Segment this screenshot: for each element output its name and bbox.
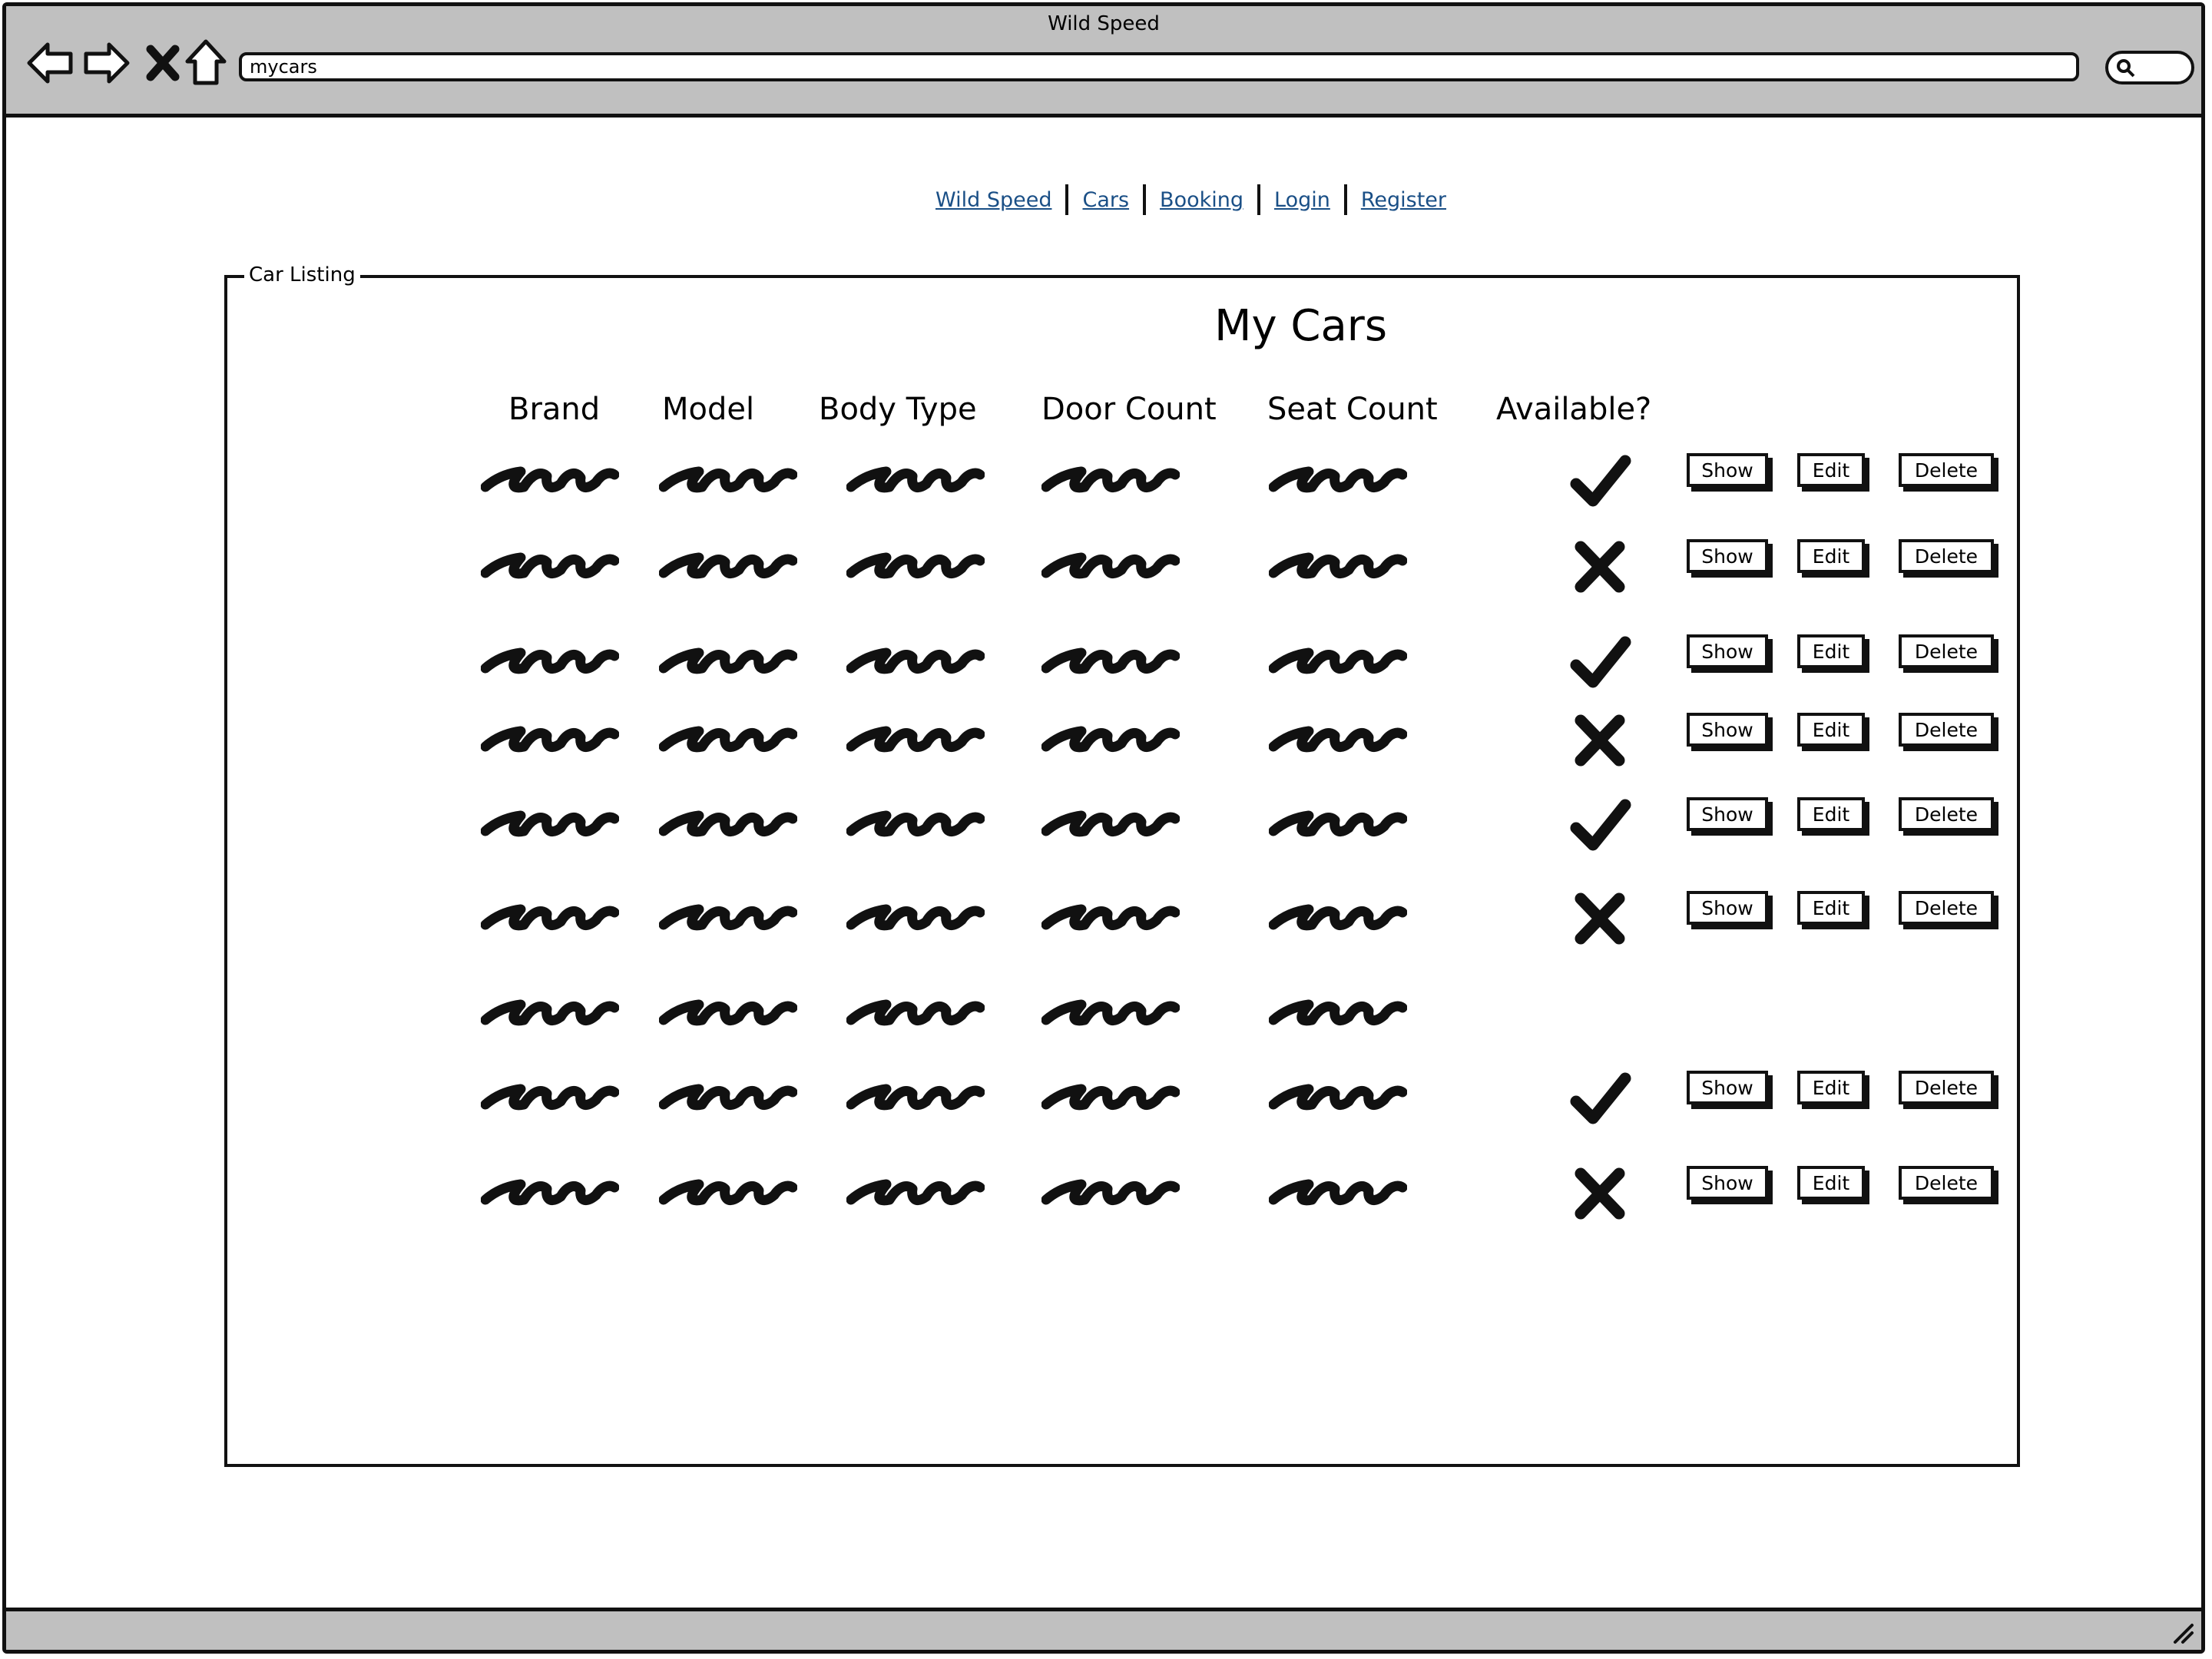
show-button[interactable]: Show (1687, 634, 1768, 668)
edit-button[interactable]: Edit (1797, 1166, 1865, 1200)
delete-button[interactable]: Delete (1899, 1166, 1994, 1200)
edit-button[interactable]: Edit (1797, 713, 1865, 747)
column-header-body-type: Body Type (819, 392, 977, 427)
scribble-icon (659, 989, 797, 1035)
column-header-brand: Brand (508, 392, 601, 427)
top-navigation (935, 183, 1446, 217)
checkmark-icon (1565, 794, 1634, 856)
home-icon[interactable] (181, 38, 230, 88)
edit-button[interactable]: Edit (1797, 1071, 1865, 1104)
scribble-icon (1269, 456, 1407, 502)
scribble-icon (481, 542, 619, 588)
scribble-icon (1269, 716, 1407, 762)
scribble-icon (1269, 1169, 1407, 1215)
scribble-icon (1041, 1074, 1180, 1120)
scribble-icon (481, 989, 619, 1035)
search-icon (2116, 58, 2136, 78)
browser-titlebar (6, 6, 2201, 118)
nav-link-booking[interactable]: Booking (1160, 187, 1243, 212)
edit-button[interactable]: Edit (1797, 453, 1865, 487)
scribble-icon (846, 800, 985, 846)
show-button[interactable]: Show (1687, 453, 1768, 487)
show-button[interactable]: Show (1687, 539, 1768, 573)
scribble-icon (1041, 456, 1180, 502)
scribble-icon (846, 894, 985, 940)
cross-icon (1565, 710, 1634, 771)
scribble-icon (659, 456, 797, 502)
scribble-icon (481, 637, 619, 684)
delete-button[interactable]: Delete (1899, 891, 1994, 925)
scribble-icon (659, 800, 797, 846)
scribble-icon (1269, 637, 1407, 684)
nav-separator (1257, 184, 1260, 215)
delete-button[interactable]: Delete (1899, 539, 1994, 573)
delete-button[interactable]: Delete (1899, 797, 1994, 831)
nav-link-cars[interactable]: Cars (1082, 187, 1130, 212)
scribble-icon (1041, 542, 1180, 588)
scribble-icon (1269, 542, 1407, 588)
scribble-icon (1041, 800, 1180, 846)
stop-icon[interactable] (138, 38, 187, 88)
scribble-icon (481, 716, 619, 762)
scribble-icon (1041, 989, 1180, 1035)
scribble-icon (846, 716, 985, 762)
forward-icon[interactable] (81, 38, 131, 88)
scribble-icon (1041, 716, 1180, 762)
scribble-icon (1269, 1074, 1407, 1120)
scribble-icon (1269, 800, 1407, 846)
browser-statusbar (6, 1608, 2201, 1650)
nav-separator (1344, 184, 1347, 215)
checkmark-icon (1565, 450, 1634, 512)
scribble-icon (1041, 637, 1180, 684)
nav-separator (1065, 184, 1068, 215)
column-header-available: Available? (1496, 392, 1652, 427)
column-header-seat-count: Seat Count (1267, 392, 1438, 427)
url-input[interactable]: mycars (239, 52, 2079, 81)
group-legend: Car Listing (244, 263, 360, 287)
delete-button[interactable]: Delete (1899, 453, 1994, 487)
car-listing-group (224, 263, 2020, 1467)
column-header-door-count: Door Count (1041, 392, 1217, 427)
edit-button[interactable]: Edit (1797, 634, 1865, 668)
scribble-icon (846, 456, 985, 502)
nav-link-login[interactable]: Login (1274, 187, 1330, 212)
scribble-icon (659, 637, 797, 684)
scribble-icon (481, 1169, 619, 1215)
scribble-icon (1041, 1169, 1180, 1215)
scribble-icon (659, 542, 797, 588)
edit-button[interactable]: Edit (1797, 539, 1865, 573)
scribble-icon (659, 716, 797, 762)
scribble-icon (846, 637, 985, 684)
column-header-model: Model (662, 392, 755, 427)
back-icon[interactable] (26, 38, 75, 88)
checkmark-icon (1565, 631, 1634, 693)
cross-icon (1565, 888, 1634, 949)
scribble-icon (659, 894, 797, 940)
scribble-icon (481, 894, 619, 940)
delete-button[interactable]: Delete (1899, 1071, 1994, 1104)
scribble-icon (481, 456, 619, 502)
cross-icon (1565, 1163, 1634, 1224)
scribble-icon (846, 1169, 985, 1215)
show-button[interactable]: Show (1687, 1166, 1768, 1200)
browser-search-field[interactable] (2105, 51, 2194, 84)
scribble-icon (659, 1169, 797, 1215)
edit-button[interactable]: Edit (1797, 797, 1865, 831)
scribble-icon (846, 542, 985, 588)
show-button[interactable]: Show (1687, 891, 1768, 925)
show-button[interactable]: Show (1687, 1071, 1768, 1104)
scribble-icon (1269, 894, 1407, 940)
resize-grip-icon[interactable] (2171, 1621, 2195, 1645)
edit-button[interactable]: Edit (1797, 891, 1865, 925)
scribble-icon (481, 800, 619, 846)
show-button[interactable]: Show (1687, 797, 1768, 831)
window-title: Wild Speed (1048, 12, 1160, 35)
delete-button[interactable]: Delete (1899, 713, 1994, 747)
scribble-icon (481, 1074, 619, 1120)
delete-button[interactable]: Delete (1899, 634, 1994, 668)
scribble-icon (846, 1074, 985, 1120)
nav-link-register[interactable]: Register (1360, 187, 1447, 212)
cross-icon (1565, 536, 1634, 598)
nav-separator (1143, 184, 1146, 215)
scribble-icon (1269, 989, 1407, 1035)
scribble-icon (846, 989, 985, 1035)
scribble-icon (659, 1074, 797, 1120)
show-button[interactable]: Show (1687, 713, 1768, 747)
page-title: My Cars (1214, 301, 1387, 351)
checkmark-icon (1565, 1068, 1634, 1129)
nav-link-wild-speed[interactable]: Wild Speed (935, 187, 1052, 212)
browser-window (2, 2, 2205, 1654)
scribble-icon (1041, 894, 1180, 940)
